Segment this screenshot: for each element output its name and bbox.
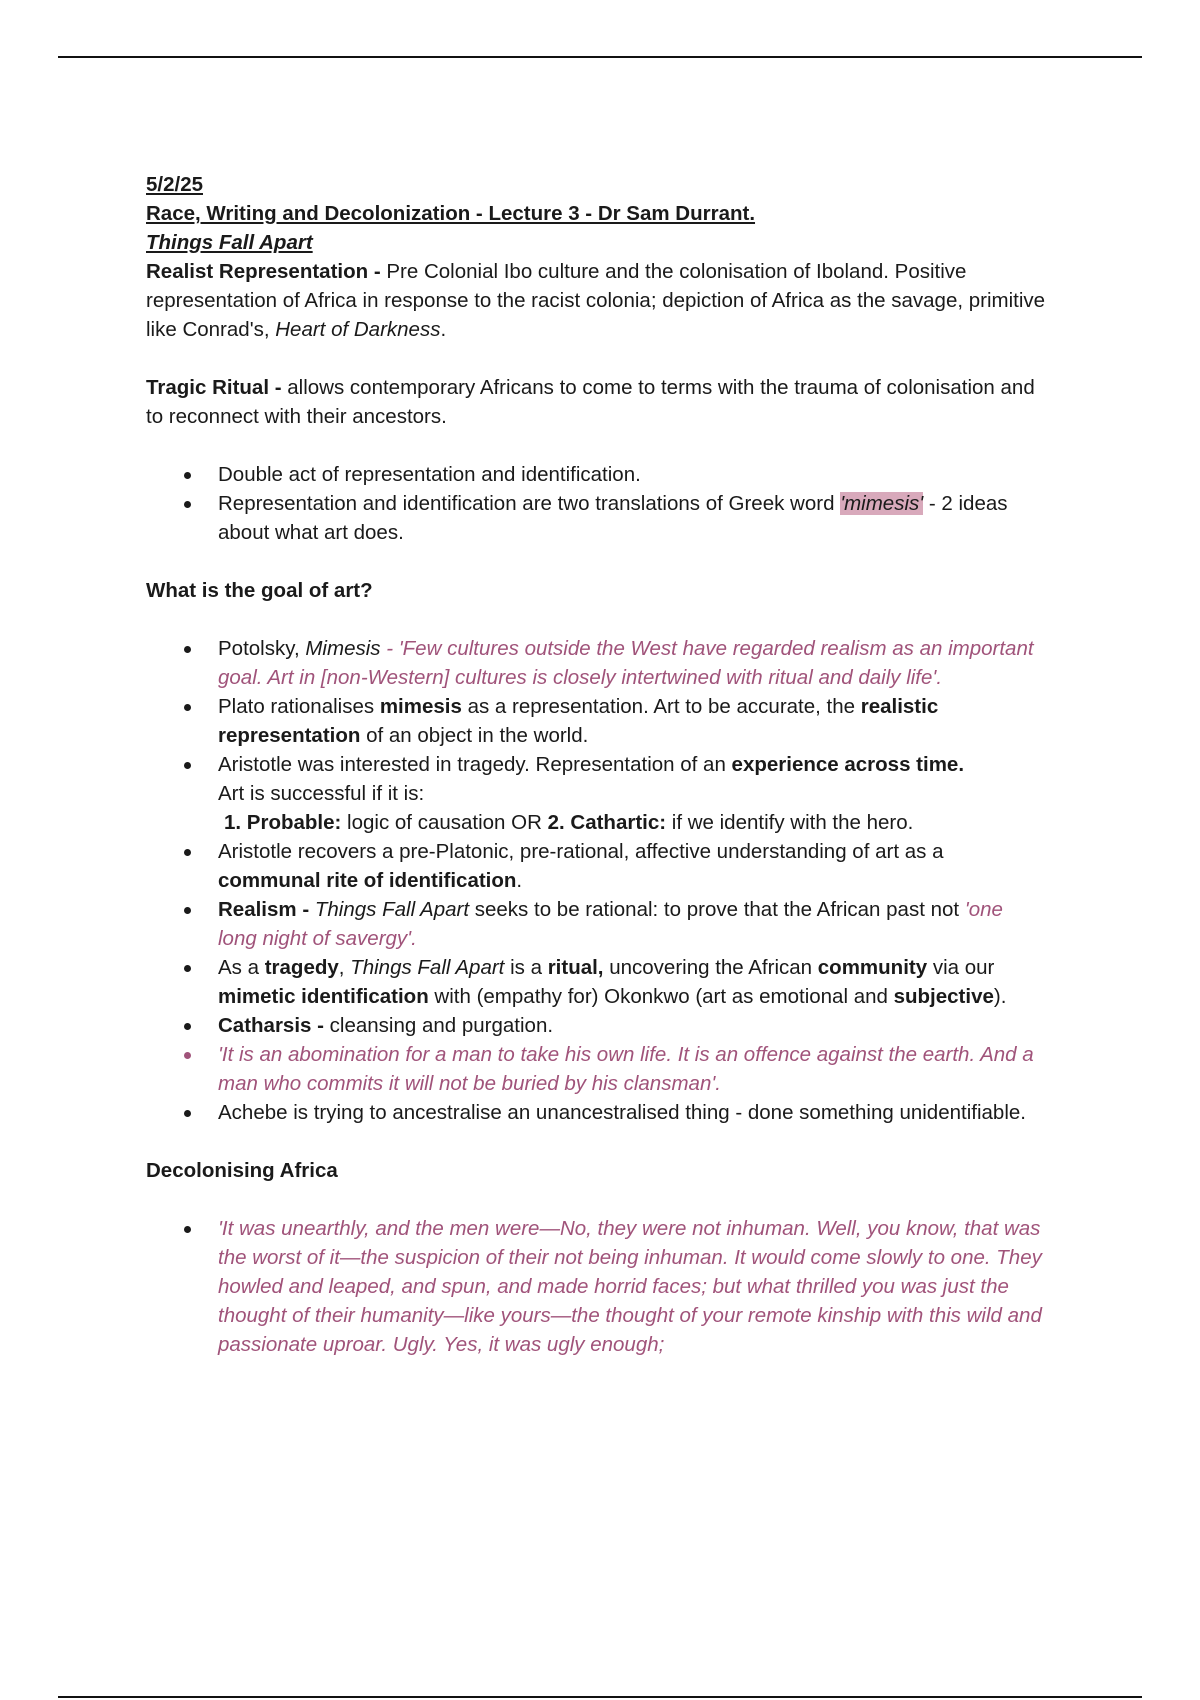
list-item <box>146 634 1046 692</box>
section-heading-goal: What is the goal of art? <box>146 579 373 602</box>
document-body <box>146 170 1046 1388</box>
list-item <box>146 692 1046 750</box>
work-title: Things Fall Apart <box>350 956 505 979</box>
list-item-text: , <box>338 956 351 979</box>
bold-term: realistic representation <box>218 695 939 747</box>
bullet-list-2 <box>146 634 1046 1127</box>
tragic-text: allows contemporary Africans to come to terms with the trauma of colonisation and to reconnect with their ancestors. <box>146 376 1035 428</box>
section-heading-decolonising: Decolonising Africa <box>146 1159 338 1182</box>
list-item <box>146 1214 1046 1359</box>
realist-paragraph <box>146 257 1046 344</box>
quote-text: 'one long night of savergy'. <box>218 898 1003 950</box>
list-item-text: as a representation. Art to be accurate, the <box>461 695 861 718</box>
tragic-label: Tragic Ritual - <box>146 376 282 399</box>
realist-label: Realist Representation - <box>146 260 381 283</box>
list-item <box>146 489 1046 547</box>
list-item <box>146 1098 1046 1127</box>
list-item-text: ). <box>993 985 1007 1008</box>
top-rule <box>58 56 1142 58</box>
bold-term: communal rite of identification <box>218 869 517 892</box>
list-item-text: . <box>516 869 523 892</box>
list-item <box>146 1011 1046 1040</box>
bold-term: experience across time. <box>731 753 965 776</box>
bold-term: subjective <box>893 985 994 1008</box>
list-item-text: via our <box>927 956 995 979</box>
list-item <box>146 837 1046 895</box>
bold-term: mimetic identification <box>218 985 429 1008</box>
list-item-text: logic of causation OR <box>341 811 548 834</box>
list-item-text: of an object in the world. <box>360 724 589 747</box>
list-item-text: Aristotle recovers a pre-Platonic, pre-rational, affective understanding of art as a <box>218 840 944 863</box>
book-title: Things Fall Apart <box>146 231 313 254</box>
bottom-rule <box>58 1696 1142 1698</box>
list-item-text: Art is successful if it is: <box>218 782 425 805</box>
bullet-list-1 <box>146 460 1046 547</box>
numbered-criteria <box>218 811 913 834</box>
bold-term: Catharsis - <box>218 1014 324 1037</box>
bold-term: mimesis <box>379 695 462 718</box>
list-item <box>146 750 1046 837</box>
bold-term: community <box>817 956 928 979</box>
list-item-text: Representation and identification are two translations of Greek word <box>218 492 841 515</box>
bold-term: ritual, <box>547 956 604 979</box>
list-item-text: Achebe is trying to ancestralise an unancestralised thing - done something unidentifiable. <box>218 1101 1026 1124</box>
list-item-text: Aristotle was interested in tragedy. Representation of an <box>218 753 732 776</box>
realist-text-1: Pre Colonial Ibo culture and the colonisation of Iboland. Positive representation of Africa in response to the racist colonia; depiction of Africa as the savage, primitive like Conrad's, <box>146 260 1046 341</box>
list-item-text: is a <box>504 956 548 979</box>
tragic-paragraph <box>146 373 1046 431</box>
realist-work: Heart of Darkness <box>275 318 441 341</box>
work-title: Mimesis <box>305 637 381 660</box>
quote-text: 'Few cultures outside the West have regarded realism as an important goal. Art in [non-Western] cultures is closely intertwined with ritual and daily life'. <box>218 637 1034 689</box>
list-item <box>146 895 1046 953</box>
dash: - <box>380 637 399 660</box>
list-item <box>146 1040 1046 1098</box>
list-item-text: uncovering the African <box>603 956 818 979</box>
lecture-title: Race, Writing and Decolonization - Lecture 3 - Dr Sam Durrant. <box>146 202 756 225</box>
realist-text-2: . <box>440 318 447 341</box>
quote-text: 'It was unearthly, and the men were—No, they were not inhuman. Well, you know, that was the worst of it—the suspicion of their not being inhuman. It would come slowly to one. They howled and leaped, and spun, and made horrid faces; but what thrilled you was just the thought of their humanity—like yours—the thought of your remote kinship with this wild and passionate uproar. Ugly. Yes, it was ugly enough; <box>218 1217 1042 1356</box>
bold-term: 1. Probable: <box>224 811 342 834</box>
list-item-text: if we identify with the hero. <box>666 811 914 834</box>
list-item <box>146 953 1046 1011</box>
bullet-list-3 <box>146 1214 1046 1359</box>
highlighted-term: 'mimesis' <box>840 492 924 515</box>
bold-term: tragedy <box>264 956 339 979</box>
list-item-text: - 2 ideas about what art does. <box>218 492 1008 544</box>
work-title: Things Fall Apart <box>314 898 470 921</box>
list-item <box>146 460 1046 489</box>
bold-term: Realism - <box>218 898 310 921</box>
date: 5/2/25 <box>146 173 203 196</box>
list-item-text: with (empathy for) Okonkwo (art as emotional and <box>428 985 894 1008</box>
list-item-text: seeks to be rational: to prove that the African past not <box>469 898 965 921</box>
list-item-text: Plato rationalises <box>218 695 380 718</box>
list-item-text: cleansing and purgation. <box>323 1014 554 1037</box>
list-item-text: Double act of representation and identification. <box>218 463 641 486</box>
quote-text: 'It is an abomination for a man to take his own life. It is an offence against the earth. And a man who commits it will not be buried by his clansman'. <box>218 1043 1034 1095</box>
list-item-text: Potolsky, <box>218 637 306 660</box>
list-item-text: As a <box>218 956 265 979</box>
bold-term: 2. Cathartic: <box>547 811 667 834</box>
